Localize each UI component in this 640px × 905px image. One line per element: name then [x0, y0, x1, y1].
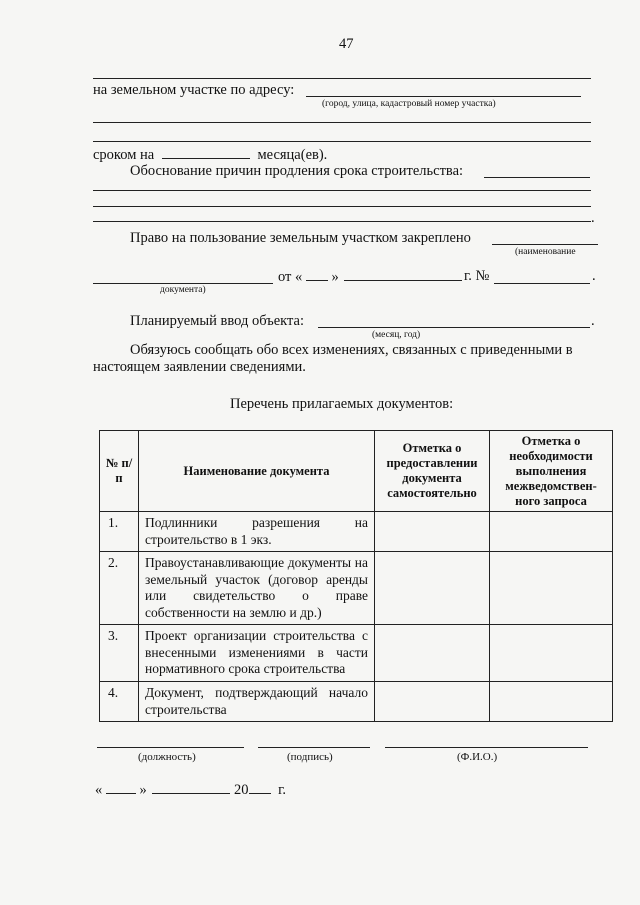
- row-number: 2.: [100, 552, 139, 625]
- blank-line[interactable]: [93, 122, 591, 123]
- row-number: 3.: [100, 625, 139, 682]
- col-header-interagency-request: Отметка о необходимости выполнения межведомствен-ного запроса: [490, 431, 613, 512]
- self-submitted-mark[interactable]: [375, 552, 490, 625]
- quote-close: »: [139, 782, 147, 798]
- signature-field[interactable]: [258, 747, 370, 748]
- interagency-request-mark[interactable]: [490, 682, 613, 722]
- blank-line[interactable]: [93, 190, 591, 191]
- interagency-request-mark[interactable]: [490, 625, 613, 682]
- blank-line: [93, 78, 591, 79]
- year-prefix: 20: [234, 782, 249, 798]
- planned-label: Планируемый ввод объекта:: [130, 313, 304, 329]
- term-label: [93, 146, 327, 164]
- right-label: Право на пользование земельным участком закреплено: [130, 230, 471, 246]
- term-suffix: месяца(ев).: [257, 147, 328, 163]
- col-header-number: № п/п: [100, 431, 139, 512]
- document-name: Подлинники разрешения на строительство в 1 экз.: [139, 512, 375, 552]
- period: .: [592, 268, 596, 284]
- position-field[interactable]: [97, 747, 244, 748]
- quote-open: «: [95, 782, 103, 798]
- year-suffix: г.: [278, 782, 287, 798]
- interagency-request-mark[interactable]: [490, 512, 613, 552]
- table-row: [100, 682, 613, 722]
- planned-hint: (месяц, год): [372, 330, 421, 340]
- col-header-self-submitted: Отметка о предоставлении документа самостоятельно: [375, 431, 490, 512]
- from-label: от «: [278, 269, 303, 285]
- fio-hint: (Ф.И.О.): [457, 751, 498, 763]
- documents-table: [99, 430, 613, 722]
- table-header-row: [100, 431, 613, 512]
- year-number-label: г. №: [464, 268, 490, 284]
- period: .: [591, 313, 595, 329]
- sign-month-field[interactable]: [152, 781, 230, 794]
- blank-line[interactable]: [93, 221, 591, 222]
- address-field[interactable]: [306, 96, 581, 97]
- self-submitted-mark[interactable]: [375, 625, 490, 682]
- document-name: Проект организации строительства с внесенными изменениями в части нормативного срока строительства: [139, 625, 375, 682]
- quote-close: »: [331, 269, 339, 285]
- right-name-field[interactable]: [492, 244, 598, 245]
- self-submitted-mark[interactable]: [375, 512, 490, 552]
- date-from: [278, 268, 462, 286]
- document-hint: документа): [160, 285, 206, 295]
- address-hint: (город, улица, кадастровый номер участка): [322, 99, 496, 109]
- sign-day-field[interactable]: [106, 781, 136, 794]
- signature-hint: (подпись): [287, 751, 333, 763]
- document-number-field[interactable]: [494, 283, 590, 284]
- table-row: [100, 552, 613, 625]
- document-name: Документ, подтверждающий начало строительства: [139, 682, 375, 722]
- right-name-hint: (наименование: [515, 247, 576, 257]
- document-name: Правоустанавливающие документы на земельный участок (договор аренды или свидетельство о праве собственности на землю и др.): [139, 552, 375, 625]
- position-hint: (должность): [138, 751, 196, 763]
- interagency-request-mark[interactable]: [490, 552, 613, 625]
- justification-field[interactable]: [484, 177, 590, 178]
- address-label: на земельном участке по адресу:: [93, 82, 295, 98]
- sign-year-field[interactable]: [249, 781, 271, 794]
- fio-field[interactable]: [385, 747, 588, 748]
- month-field[interactable]: [344, 268, 462, 281]
- justification-label: Обоснование причин продления срока строительства:: [130, 163, 464, 179]
- table-row: [100, 512, 613, 552]
- page-number: 47: [339, 36, 354, 52]
- document-name-field[interactable]: [93, 283, 273, 284]
- term-months-field[interactable]: [162, 146, 250, 159]
- commitment-line-2: настоящем заявлении сведениями.: [93, 359, 306, 375]
- row-number: 1.: [100, 512, 139, 552]
- list-title: Перечень прилагаемых документов:: [230, 396, 454, 412]
- period: .: [591, 210, 595, 226]
- sign-date: [95, 781, 286, 799]
- col-header-document-name: Наименование документа: [139, 431, 375, 512]
- blank-line[interactable]: [93, 206, 591, 207]
- term-prefix: сроком на: [93, 147, 155, 163]
- blank-line[interactable]: [93, 141, 591, 142]
- row-number: 4.: [100, 682, 139, 722]
- day-field[interactable]: [306, 268, 328, 281]
- planned-date-field[interactable]: [318, 327, 590, 328]
- self-submitted-mark[interactable]: [375, 682, 490, 722]
- table-row: [100, 625, 613, 682]
- commitment-line-1: Обязуюсь сообщать обо всех изменениях, связанных с приведенными в: [130, 342, 573, 358]
